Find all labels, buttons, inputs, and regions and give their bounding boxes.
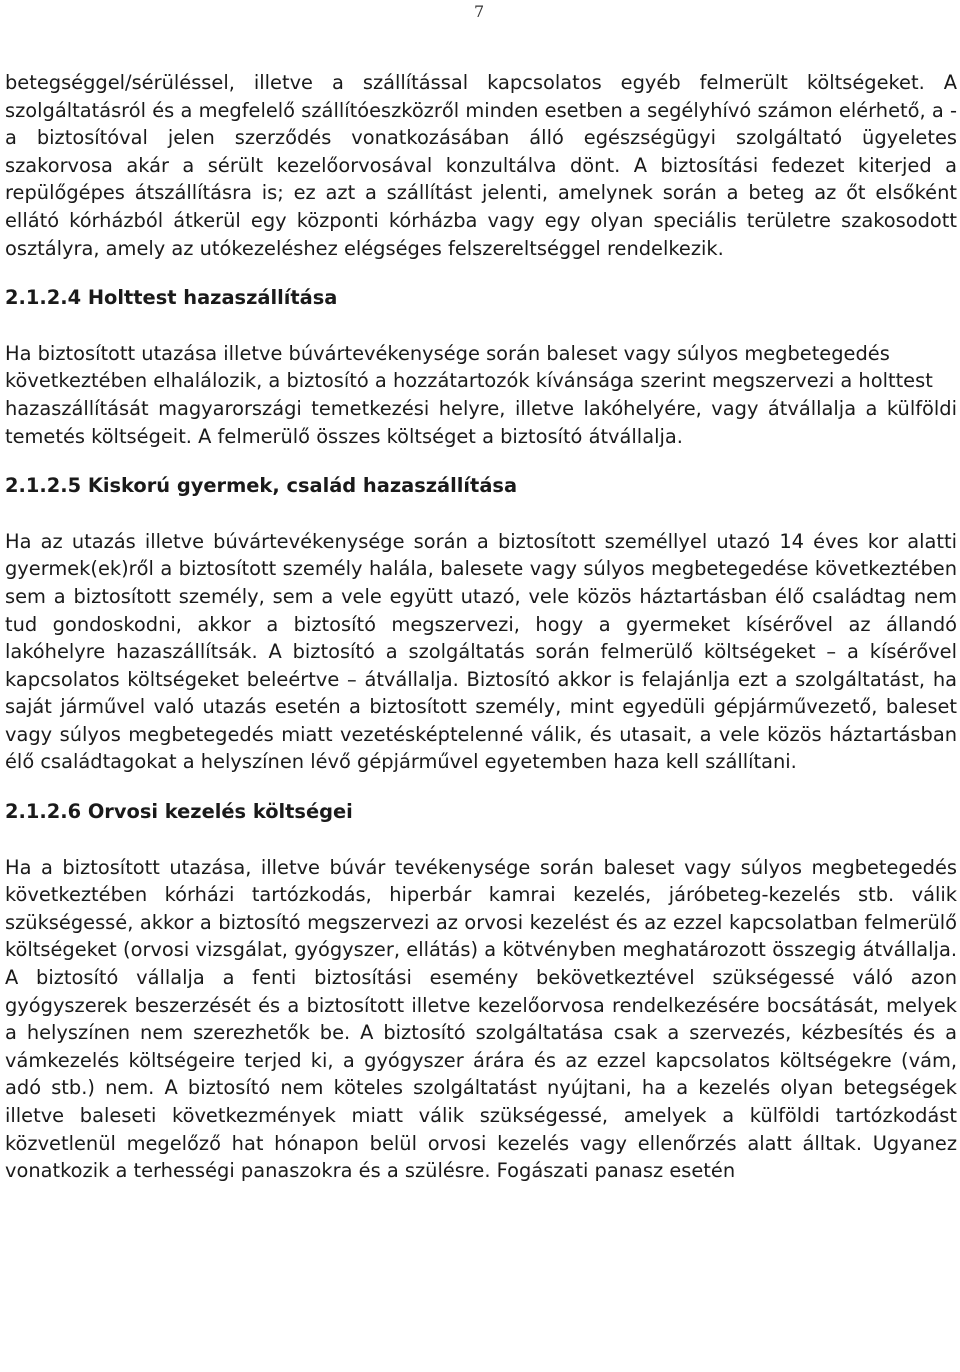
- section-heading-body-repatriation: 2.1.2.4 Holttest hazaszállítása: [5, 286, 338, 310]
- paragraph-body-repatriation-a: Ha biztosított utazása illetve búvártevékenysége során baleset vagy súlyos megbetegedés következtében elhalálozik, a biztosító a hozzátartozók kívánsága szerint megszervezi a holttest: [5, 341, 933, 393]
- paragraph-child-repatriation: Ha az utazás illetve búvártevékenysége során a biztosított személlyel utazó 14 éves kor alatti gyermek(ek)ről a biztosított személy halála, balesete vagy súlyos megbetegedése következtében sem a biztosított személy, sem a vele együtt utazó, vele közös háztartásban élő családtag nem tud gondoskodni, akkor a biztosító megszervezi, hogy a gyermeket kísérővel az állandó lakóhelyre hazaszállítsák. A biztosító a szolgáltatás során felmerülő költségeket – a kísérővel kapcsolatos költségeket beleértve – átvállalja. Biztosító akkor is felajánlja ezt a szolgáltatást, ha saját járművel való utazás esetén a biztosított személy, mint egyedüli gépjárművezető, baleset vagy súlyos megbetegedés miatt vezetésképtelenné válik, és utasait, a vele közös háztartásban élő családtagokat a helyszínen lévő gépjárművel egyetemben haza kell szállítani.: [5, 529, 957, 774]
- paragraph-body-repatriation-b: hazaszállítását magyarországi temetkezési helyre, illetve lakóhelyére, vagy átvállalja a külföldi temetés költségeit. A felmerülő összes költséget a biztosító átvállalja.: [5, 396, 957, 448]
- section-heading-child-repatriation: 2.1.2.5 Kiskorú gyermek, család hazaszállítása: [5, 474, 518, 498]
- paragraph-transport-costs: betegséggel/sérüléssel, illetve a szállítással kapcsolatos egyéb felmerült költségeket. A szolgáltatásról és a megfelelő szállítóeszközről minden esetben a segélyhívó számon elérhető, a - a biztosítóval jelen szerződés vonatkozásában álló egészségügyi szolgáltató ügyeletes szakorvosa akár a sérült kezelőorvosával konzultálva dönt. A biztosítási fedezet kiterjed a repülőgépes átszállításra is; ez azt a szállítást jelenti, amelynek során a beteg az őt elsőként ellátó kórházból átkerül egy központi kórházba vagy egy olyan speciális területre szakosodott osztályra, amely az utókezeléshez elégséges felszereltséggel rendelkezik.: [5, 71, 957, 260]
- page-number: 7: [474, 2, 485, 21]
- section-heading-medical-costs: 2.1.2.6 Orvosi kezelés költségei: [5, 800, 353, 824]
- paragraph-medical-costs: Ha a biztosított utazása, illetve búvár tevékenysége során baleset vagy súlyos megbetegedés következtében kórházi tartózkodás, hiperbár kamrai kezelés, járóbeteg-kezelés stb. válik szükségessé, akkor a biztosító megszervezi az orvosi kezelést és az ezzel kapcsolatban felmerülő költségeket (orvosi vizsgálat, gyógyszer, ellátás) a kötvényben meghatározott összegig átvállalja. A biztosító vállalja a fenti biztosítási esemény bekövetkeztével szükségessé váló azon gyógyszerek beszerzését és a biztosított illetve kezelőorvosa rendelkezésére bocsátását, melyek a helyszínen nem szerezhetők be. A biztosító szolgáltatása csak a szervezés, kézbesítés és a vámkezelés költségeire terjed ki, a gyógyszer árára és az ezzel kapcsolatos költségekre (vám, adó stb.) nem. A biztosító nem köteles szolgáltatást nyújtani, ha a kezelés olyan betegségek illetve baleseti következmények miatt válik szükségessé, amelyek a külföldi tartózkodást közvetlenül megelőző hat hónapon belül orvosi kezelés vagy ellenőrzés alatt álltak. Ugyanez vonatkozik a terhességi panaszokra és a szülésre. Fogászati panasz esetén: [5, 855, 957, 1183]
- document-body: [5, 69, 957, 1185]
